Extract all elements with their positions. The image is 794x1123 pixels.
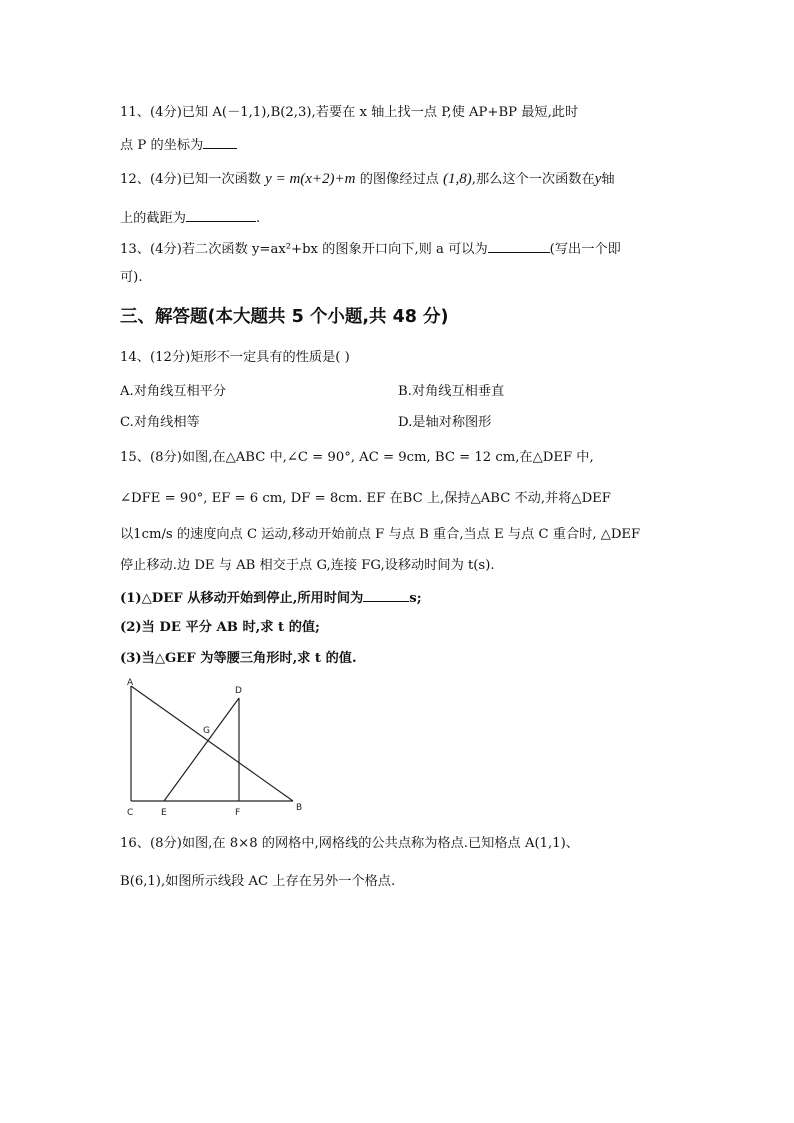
q11-line1: 11、(4分)已知 A(－1,1),B(2,3),若要在 x 轴上找一点 P,使 AP+BP 最短,此时 (120, 105, 579, 120)
q15-sub1: (1)△DEF 从移动开始到停止,所用时间为 s; (120, 587, 422, 609)
q15-line2: ∠DFE = 90°, EF = 6 cm, DF = 8cm. EF 在BC 上,保持△ABC 不动,并将△DEF (120, 491, 611, 506)
label-d: D (235, 686, 242, 696)
label-g: G (203, 726, 210, 736)
q15-line3: 以1cm/s 的速度向点 C 运动,移动开始前点 F 与点 B 重合,当点 E 与点 C 重合时, △DEF (120, 527, 641, 542)
triangle-figure (115, 676, 315, 821)
section-heading: 三、解答题(本大题共 5 个小题,共 48 分) (120, 307, 449, 327)
segment-ab (131, 686, 293, 801)
q12-line1: 12、(4分)已知一次函数 y = m(x+2)+m 的图像经过点 (1,8),那么这个一次函数在y轴 (120, 171, 615, 187)
q13-line2: 可). (120, 270, 143, 285)
q15-line1: 15、(8分)如图,在△ABC 中,∠C = 90°, AC = 9cm, BC = 12 cm,在△DEF 中, (120, 450, 594, 465)
label-c: C (127, 808, 134, 818)
q11-line2: 点 P 的坐标为 (120, 134, 237, 156)
q14-option-a[interactable]: A.对角线互相平分 (120, 384, 227, 399)
q15-sub3: (3)当△GEF 为等腰三角形时,求 t 的值. (120, 651, 357, 666)
answer-blank[interactable] (363, 587, 409, 602)
q15-sub2: (2)当 DE 平分 AB 时,求 t 的值; (120, 620, 320, 635)
q16-line1: 16、(8分)如图,在 8×8 的网格中,网格线的公共点称为格点.已知格点 A(1,1)、 (120, 836, 579, 851)
answer-blank[interactable] (186, 207, 256, 222)
q14-option-c[interactable]: C.对角线相等 (120, 415, 200, 430)
q12-point: (1,8) (443, 171, 472, 187)
q14-option-d[interactable]: D.是轴对称图形 (398, 415, 492, 430)
q12-line2: 上的截距为 . (120, 207, 260, 229)
answer-blank[interactable] (203, 134, 237, 149)
q13-line1: 13、(4分)若二次函数 y=ax²+bx 的图象开口向下,则 a 可以为 (写出一个即 (120, 238, 621, 260)
q16-line2: B(6,1),如图所示线段 AC 上存在另外一个格点. (120, 874, 396, 889)
answer-blank[interactable] (488, 238, 550, 253)
label-a: A (127, 678, 134, 688)
q14-option-b[interactable]: B.对角线互相垂直 (398, 384, 505, 399)
label-b: B (296, 803, 303, 813)
label-e: E (161, 808, 167, 818)
label-f: F (235, 808, 241, 818)
segment-de (164, 698, 239, 801)
q12-formula: y = m(x+2)+m (265, 171, 356, 187)
q14-stem: 14、(12分)矩形不一定具有的性质是( ) (120, 350, 350, 365)
q15-line4: 停止移动.边 DE 与 AB 相交于点 G,连接 FG,设移动时间为 t(s). (120, 558, 495, 573)
